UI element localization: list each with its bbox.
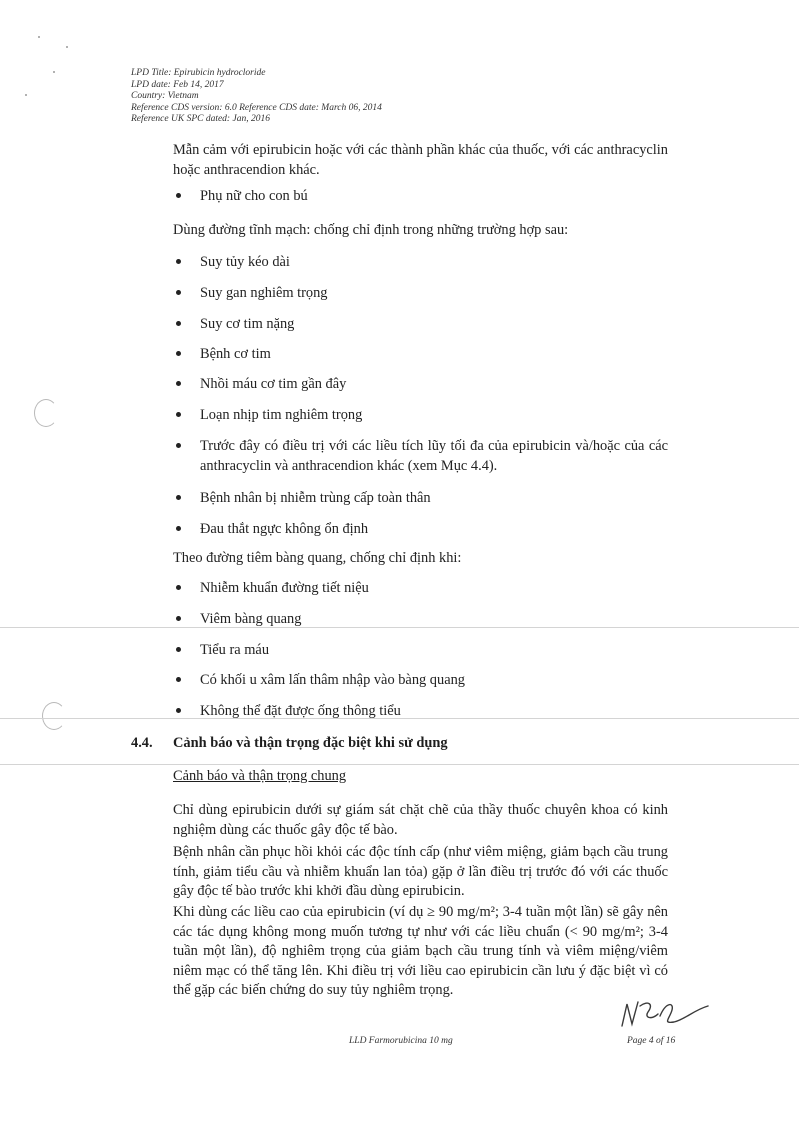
paragraph: Khi dùng các liều cao của epirubicin (ví dụ ≥ 90 mg/m²; 3-4 tuần một lần) sẽ gây nên các tác dụng không mong muốn tương tự như với các liều chuẩn (< 90 mg/m²; 3-4 tuần một lần), độ nghiêm trọng của giảm bạch cầu trung tính và viêm miệng/viêm niêm mạc có thể tăng lên. Khi điều trị với liều cao epirubicin cần lưu ý đặc biệt vì có thể gặp các biến chứng do suy tủy nghiêm trọng.: [173, 904, 668, 998]
punch-hole-mark: [42, 702, 66, 730]
list-item-text: Tiểu ra máu: [200, 642, 270, 658]
bullet-icon: [176, 412, 181, 417]
list-item-text: Loạn nhịp tim nghiêm trọng: [200, 407, 363, 423]
bullet-icon: [176, 321, 181, 326]
bullet-icon: [176, 443, 181, 448]
bullet-icon: [176, 193, 181, 198]
scan-line: [0, 764, 799, 765]
bullet-icon: [176, 616, 181, 621]
header-line: LPD date: Feb 14, 2017: [131, 79, 224, 90]
intro-paragraph: Mẫn cảm với epirubicin hoặc với các thành phần khác của thuốc, với các anthracyclin hoặc anthracendion khác.: [173, 142, 668, 178]
scan-speck: [66, 46, 68, 48]
list-item-text: Nhiễm khuẩn đường tiết niệu: [200, 580, 369, 596]
list-item-text: Suy cơ tim nặng: [200, 316, 295, 332]
bullet-icon: [176, 351, 181, 356]
list-item-text: Trước đây có điều trị với các liều tích lũy tối đa của epirubicin và/hoặc của các anthracyclin và anthracendion khác (xem Mục 4.4).: [200, 438, 668, 474]
bullet-icon: [176, 495, 181, 500]
scan-speck: [25, 94, 27, 96]
footer-document-name: LLD Farmorubicina 10 mg: [349, 1036, 453, 1046]
list-item-text: Phụ nữ cho con bú: [200, 188, 308, 204]
bullet-icon: [176, 290, 181, 295]
list-item-text: Đau thắt ngực không ổn định: [200, 521, 369, 537]
header-line: Country: Vietnam: [131, 91, 199, 102]
scan-speck: [53, 71, 55, 73]
section-title: Cảnh báo và thận trọng đặc biệt khi sử dụng: [173, 735, 448, 751]
bullet-icon: [176, 677, 181, 682]
bullet-icon: [176, 708, 181, 713]
paragraph: Chỉ dùng epirubicin dưới sự giám sát chặt chẽ của thầy thuốc chuyên khoa có kinh nghiệm dùng các thuốc gây độc tế bào.: [173, 802, 668, 838]
scan-speck: [38, 36, 40, 38]
list-item-text: Không thể đặt được ống thông tiểu: [200, 703, 401, 719]
bladder-intro: Theo đường tiêm bàng quang, chống chỉ định khi:: [173, 550, 462, 566]
list-item-text: Suy gan nghiêm trọng: [200, 285, 328, 301]
list-item-text: Viêm bàng quang: [200, 611, 302, 627]
iv-intro: Dùng đường tĩnh mạch: chống chỉ định trong những trường hợp sau:: [173, 222, 569, 238]
handwritten-signature: [618, 996, 713, 1032]
list-item-text: Bệnh nhân bị nhiễm trùng cấp toàn thân: [200, 490, 431, 506]
list-item-text: Nhồi máu cơ tim gần đây: [200, 376, 347, 392]
bullet-icon: [176, 585, 181, 590]
document-header: [131, 68, 382, 126]
scan-line: [0, 627, 799, 628]
header-line: LPD Title: Epirubicin hydrocloride: [131, 68, 266, 78]
header-line: Reference CDS version: 6.0 Reference CDS date: March 06, 2014: [131, 102, 382, 113]
bullet-icon: [176, 647, 181, 652]
bullet-icon: [176, 259, 181, 264]
footer-page-number: Page 4 of 16: [627, 1036, 676, 1046]
paragraph: Bệnh nhân cần phục hồi khỏi các độc tính cấp (như viêm miệng, giảm bạch cầu trung tính, giảm tiểu cầu và nhiễm khuẩn lan tỏa) gặp ở lần điều trị trước đó với các thuốc gây độc tế bào trước khi khởi đầu dùng epirubicin.: [173, 844, 668, 899]
list-item-text: Suy tủy kéo dài: [200, 254, 290, 270]
punch-hole-mark: [34, 399, 58, 427]
bullet-icon: [176, 526, 181, 531]
header-line: Reference UK SPC dated: Jan, 2016: [131, 114, 270, 125]
list-item-text: Bệnh cơ tim: [200, 346, 271, 362]
subheading: Cảnh báo và thận trọng chung: [173, 768, 347, 784]
section-number: 4.4.: [131, 735, 153, 751]
bullet-icon: [176, 381, 181, 386]
list-item-text: Có khối u xâm lấn thâm nhập vào bàng quang: [200, 672, 465, 688]
